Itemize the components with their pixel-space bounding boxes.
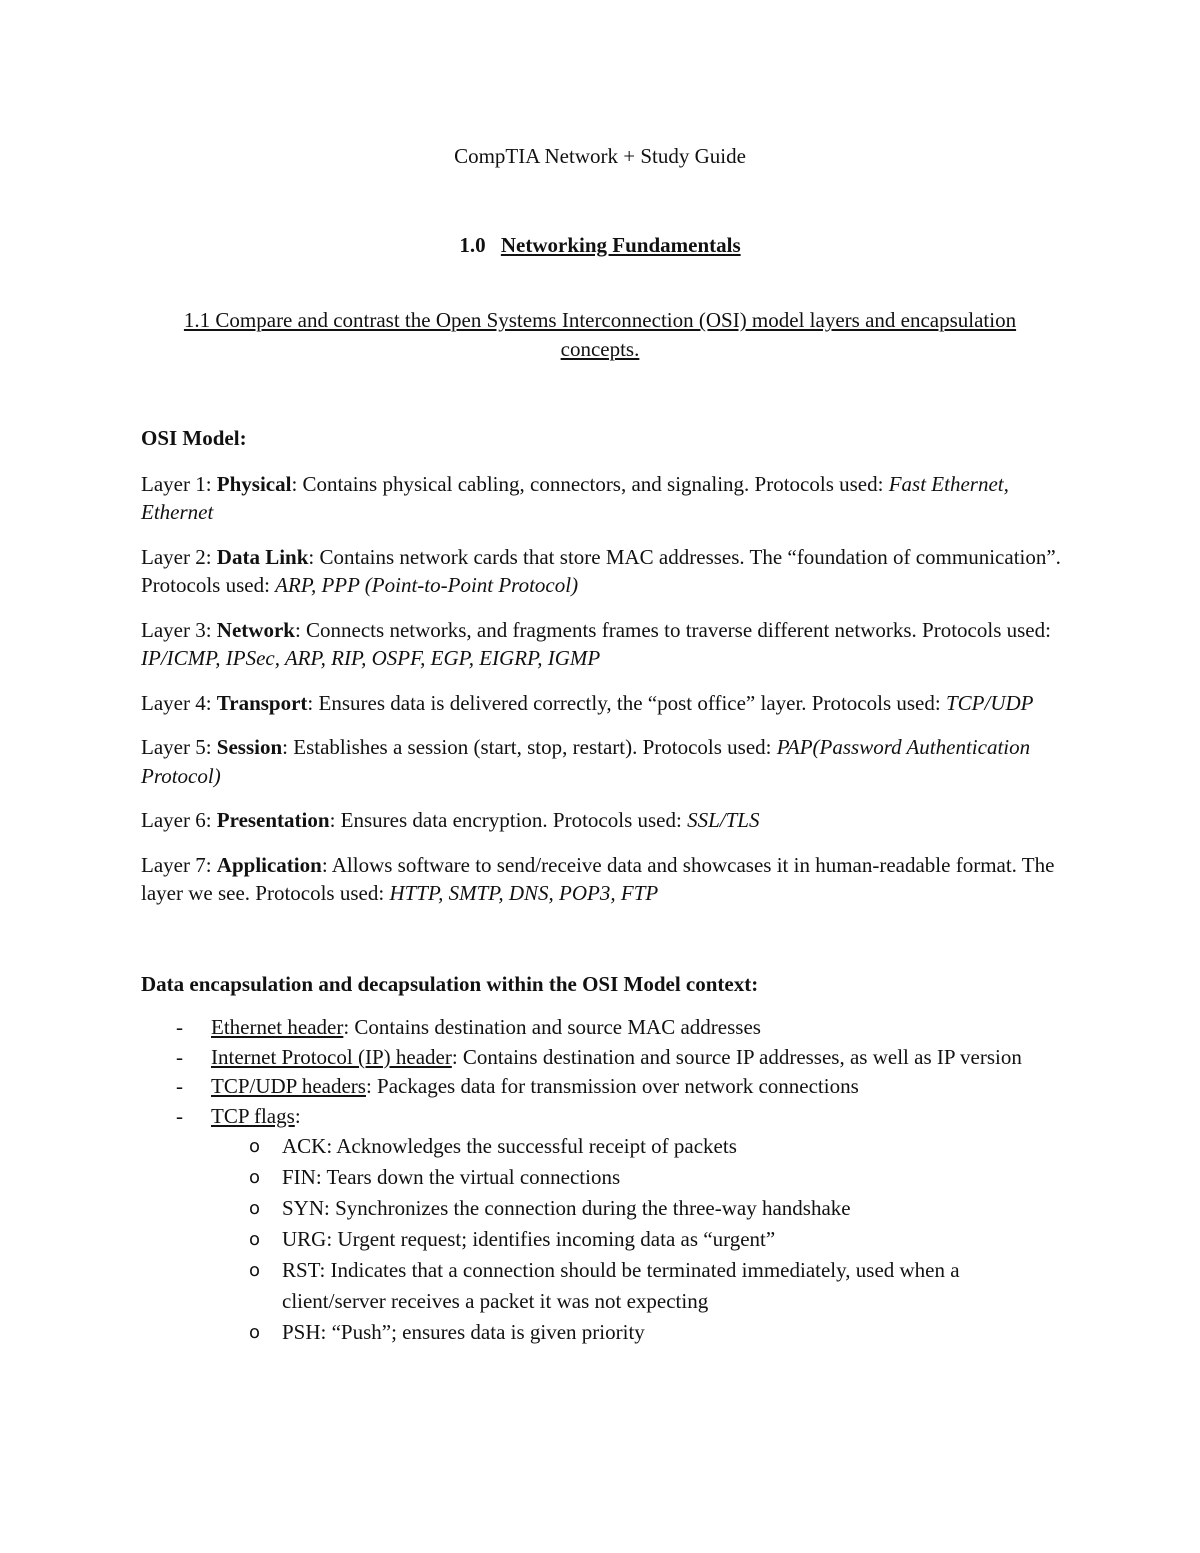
layer-protocols: PAP(Password Authentication Protocol) [141,735,1031,788]
circle-bullet-icon: o [249,1167,261,1188]
dash-bullet: - [176,1074,183,1098]
layer-name: Session [216,735,283,759]
osi-layer-6 [141,806,1061,835]
layer-name: Data Link [216,544,309,569]
circle-bullet-icon: o [249,1198,261,1219]
tcp-flag-psh [141,1317,1061,1348]
osi-layer-2 [141,543,1061,600]
list-item-ethernet-header [141,1013,1061,1043]
layer-description: : Establishes a session (start, stop, restart). Protocols used: [282,735,777,759]
objective-heading: 1.1 Compare and contrast the Open Systems Interconnection (OSI) model layers and encapsulation concepts. [183,308,1017,361]
tcp-flag-fin [141,1162,1061,1193]
circle-bullet-icon: o [249,1260,261,1281]
list-description: : Contains destination and source IP addresses, as well as IP version [451,1044,1022,1069]
flag-text: RST: Indicates that a connection should be terminated immediately, used when a client/server receives a packet it was not expecting [282,1258,960,1313]
layer-prefix: Layer 4: [141,690,217,715]
layer-protocols: SSL/TLS [687,808,760,832]
layer-name: Transport [216,690,308,715]
flag-text: PSH: “Push”; ensures data is given priority [282,1320,645,1344]
layer-description: : Contains physical cabling, connectors, and signaling. Protocols used: [291,471,889,496]
dash-bullet: - [176,1044,183,1069]
layer-prefix: Layer 6: [141,808,217,832]
list-description: : Packages data for transmission over network connections [365,1074,859,1098]
layer-prefix: Layer 5: [141,735,217,759]
layer-prefix: Layer 2: [141,544,217,569]
flag-text: URG: Urgent request; identifies incoming data as “urgent” [282,1227,776,1251]
osi-model-heading: OSI Model: [141,426,247,450]
layer-protocols: Fast Ethernet, Ethernet [141,471,1009,524]
layer-description: : Allows software to send/receive data and showcases it in human-readable format. The layer we see. Protocols used: [141,852,1055,905]
section-heading [0,231,1200,259]
section-number: 1.0 [459,233,486,257]
list-description: : [294,1103,301,1128]
osi-layer-4 [141,689,1061,718]
flag-text: ACK: Acknowledges the successful receipt of packets [282,1134,737,1158]
osi-layer-7 [141,851,1061,908]
layer-protocols: TCP/UDP [945,690,1034,715]
layer-prefix: Layer 1: [141,471,217,496]
tcp-flags-list [211,1131,1061,1348]
list-term: Ethernet header [211,1015,344,1039]
circle-bullet-icon: o [249,1229,261,1250]
list-item-ip-header [141,1043,1061,1073]
encapsulation-heading: Data encapsulation and decapsulation within the OSI Model context: [141,971,759,996]
layer-name: Presentation [216,808,330,832]
layer-description: : Ensures data is delivered correctly, the “post office” layer. Protocols used: [307,690,946,715]
tcp-flag-ack [141,1131,1061,1162]
layer-prefix: Layer 3: [141,617,217,642]
layer-description: : Contains network cards that store MAC addresses. The “foundation of communication”. Protocols used: [141,544,1061,597]
list-item-tcp-udp-headers [141,1072,1061,1102]
encapsulation-list [141,1013,1061,1348]
section-name: Networking Fundamentals [500,233,741,257]
layer-description: : Ensures data encryption. Protocols used: [329,808,688,832]
list-item-tcp-flags [141,1102,1061,1349]
osi-layer-3 [141,616,1061,673]
list-term: TCP flags [211,1103,295,1128]
osi-layer-5 [141,733,1061,790]
circle-bullet-icon: o [249,1322,261,1343]
layer-protocols: ARP, PPP (Point-to-Point Protocol) [275,573,579,597]
dash-bullet: - [176,1103,183,1128]
tcp-flag-rst [141,1255,1061,1317]
flag-text: SYN: Synchronizes the connection during the three-way handshake [282,1196,851,1220]
dash-bullet: - [176,1015,183,1039]
layer-name: Network [216,617,295,642]
flag-text: FIN: Tears down the virtual connections [282,1165,621,1189]
circle-bullet-icon: o [249,1136,261,1157]
tcp-flag-syn [141,1193,1061,1224]
osi-layer-1 [141,470,1061,527]
list-term: Internet Protocol (IP) header [211,1044,452,1069]
layer-protocols: IP/ICMP, IPSec, ARP, RIP, OSPF, EGP, EIGRP, IGMP [141,646,601,670]
layer-name: Application [216,852,322,877]
layer-name: Physical [216,471,292,496]
layer-description: : Connects networks, and fragments frames to traverse different networks. Protocols used: [294,617,1051,642]
tcp-flag-urg [141,1224,1061,1255]
document-title: CompTIA Network + Study Guide [454,144,746,168]
document-body [141,424,1061,1348]
list-description: : Contains destination and source MAC addresses [343,1015,761,1039]
layer-protocols: HTTP, SMTP, DNS, POP3, FTP [389,881,659,905]
list-term: TCP/UDP headers [211,1074,366,1098]
layer-prefix: Layer 7: [141,852,217,877]
